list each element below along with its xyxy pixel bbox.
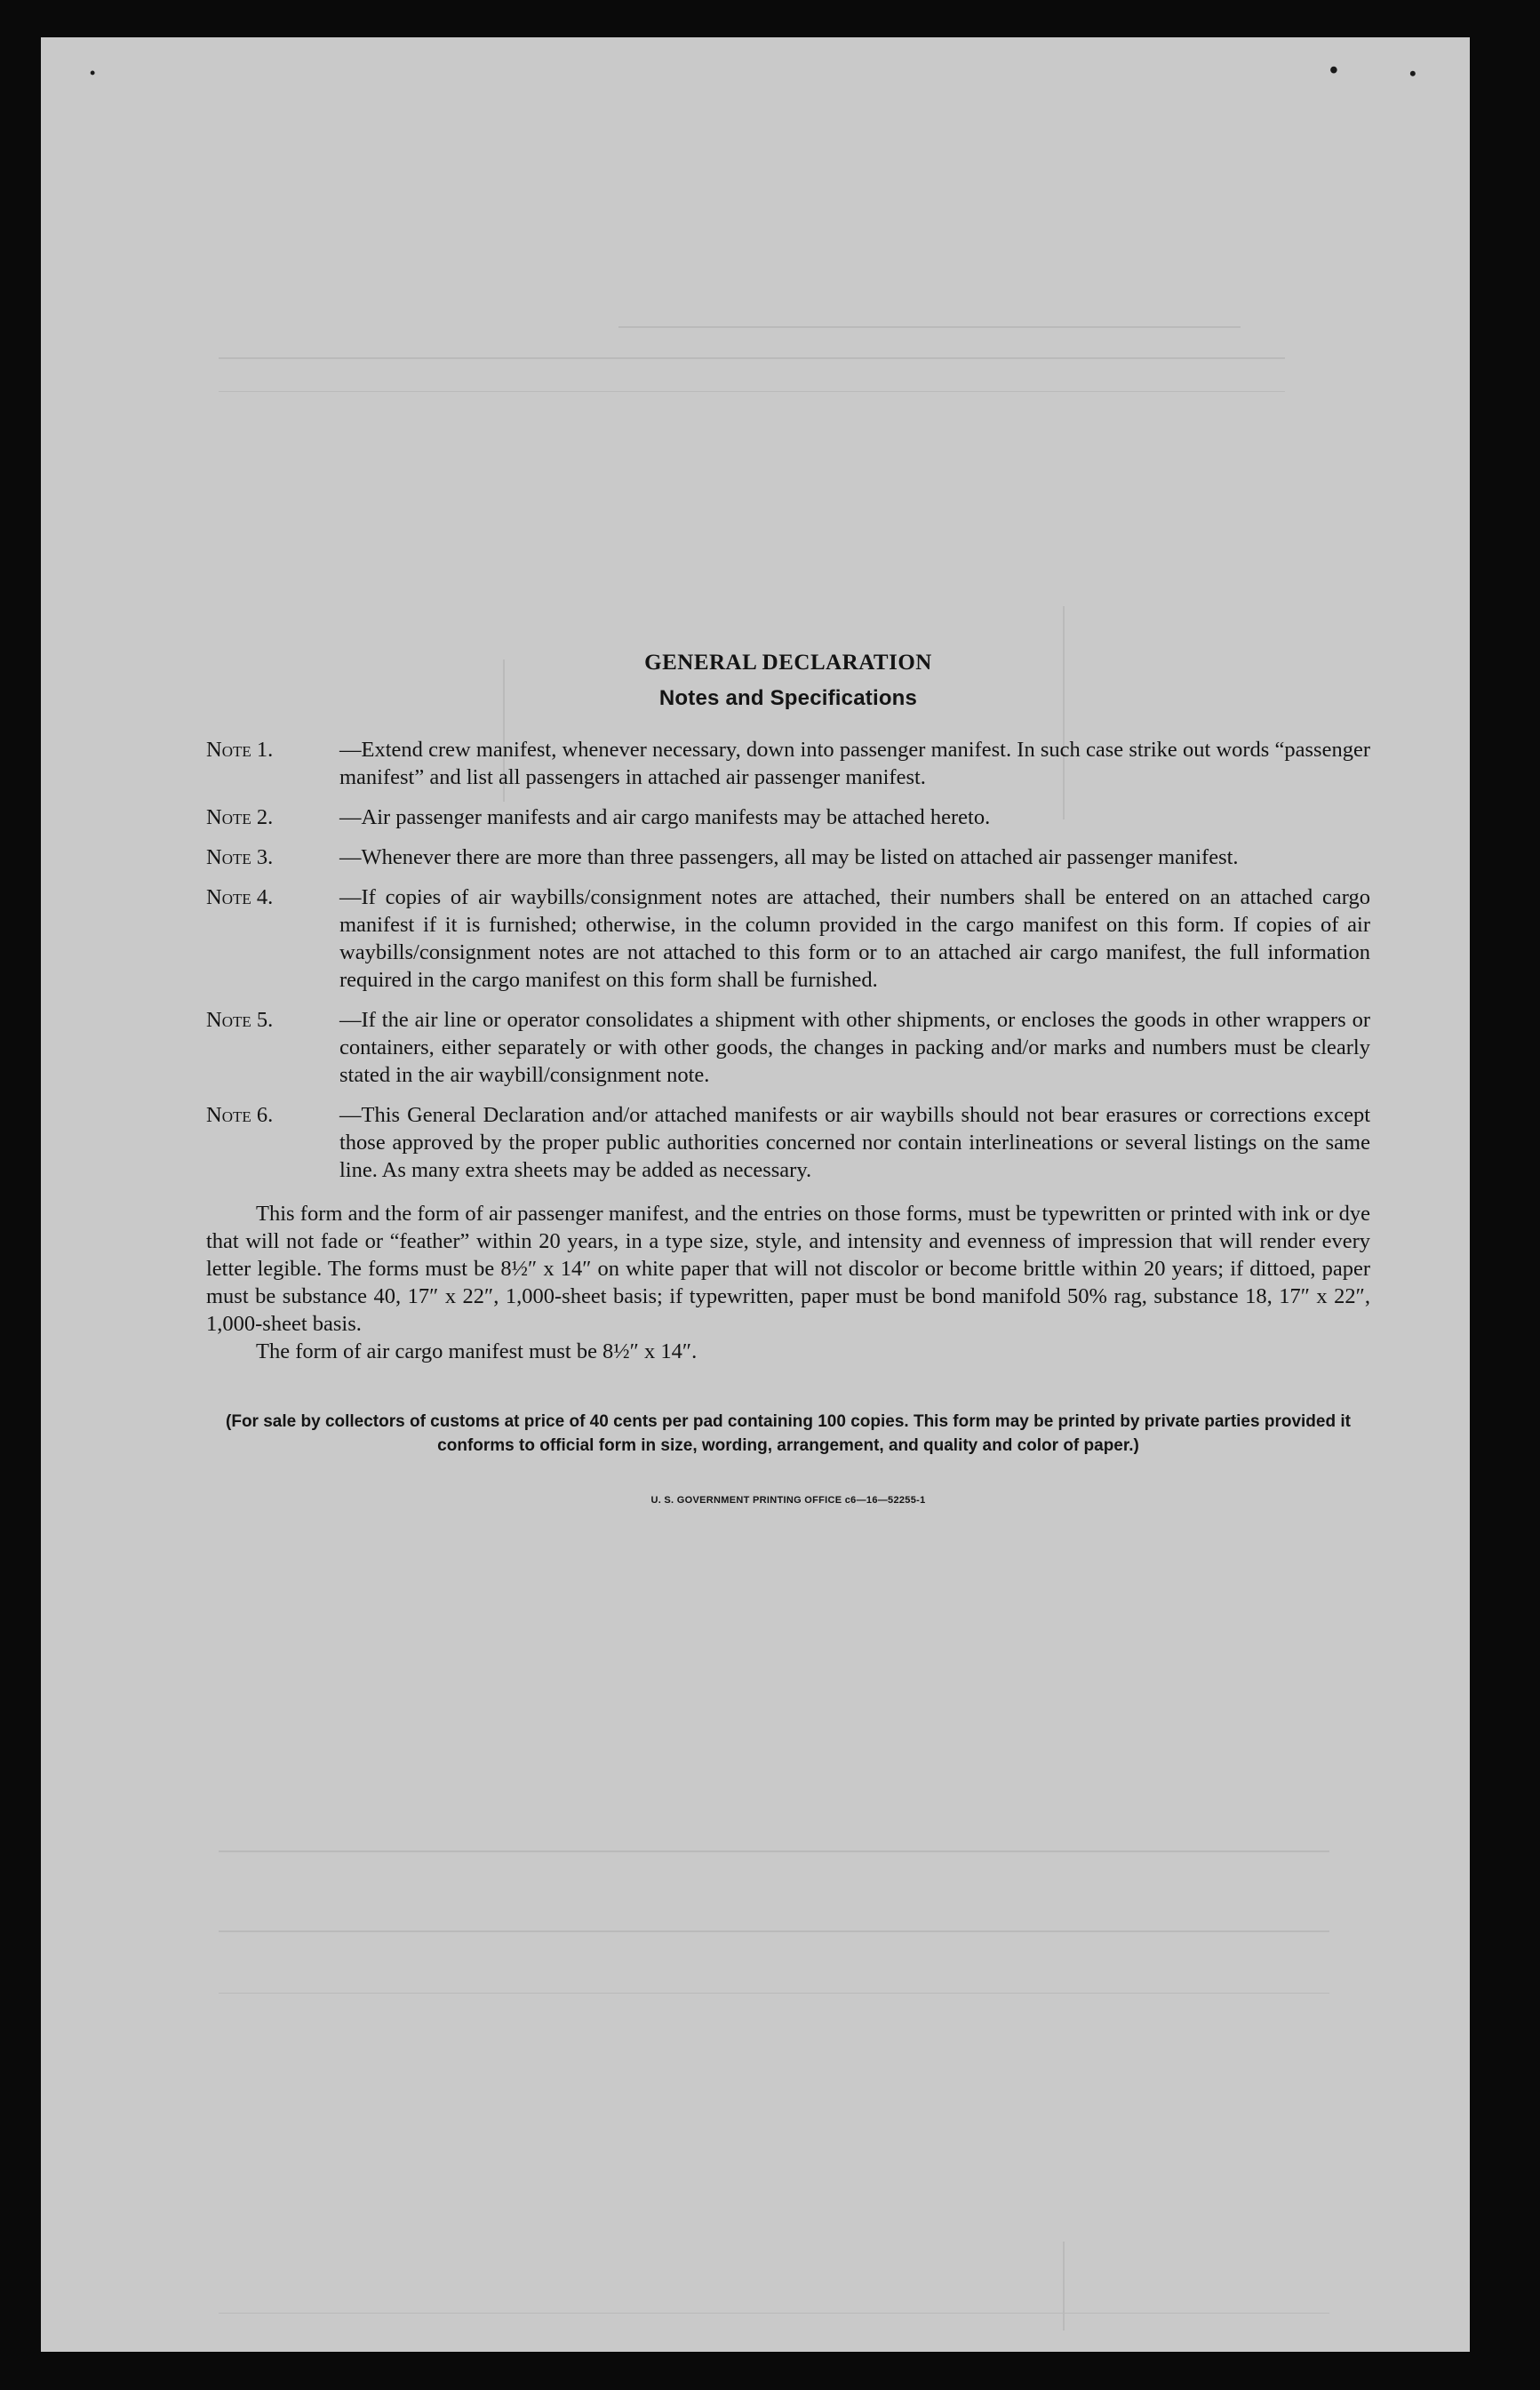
bleed-through-rule bbox=[1063, 2242, 1065, 2330]
note-item bbox=[206, 1101, 1370, 1184]
general-declaration-notes bbox=[206, 651, 1370, 1506]
note-text: — Air passenger manifests and air cargo manifests may be attached hereto. bbox=[339, 803, 1370, 831]
bleed-through-rule bbox=[219, 1850, 1329, 1852]
ink-speck: • bbox=[1409, 62, 1416, 84]
notes-list bbox=[206, 736, 1370, 1184]
sale-notice: (For sale by collectors of customs at price of 40 cents per pad containing 100 copies. This form may be printed by private parties provided it conforms to official form in size, wording, arrangement, and quality and color of paper.) bbox=[226, 1412, 1351, 1455]
document-subtitle: Notes and Specifications bbox=[658, 686, 918, 710]
bleed-through-rule bbox=[219, 1993, 1329, 1994]
bleed-through-rule bbox=[219, 2313, 1329, 2314]
note-label: Note 1. bbox=[206, 738, 274, 762]
note-label: Note 5. bbox=[206, 1008, 274, 1032]
note-text: — Whenever there are more than three passengers, all may be listed on attached air passenger manifest. bbox=[339, 843, 1370, 871]
note-label: Note 3. bbox=[206, 845, 274, 869]
note-item bbox=[206, 883, 1370, 994]
bleed-through-rule bbox=[219, 357, 1285, 359]
note-label: Note 4. bbox=[206, 885, 274, 909]
printer-imprint: U. S. GOVERNMENT PRINTING OFFICE c6—16—52255-1 bbox=[650, 1495, 926, 1506]
ink-speck: • bbox=[1329, 57, 1338, 84]
ink-speck: • bbox=[90, 64, 96, 82]
note-item bbox=[206, 803, 1370, 831]
note-text: — This General Declaration and/or attached manifests or air waybills should not bear erasures or corrections except those approved by the proper public authorities concerned nor contain interlineations or several listings on the same line. As many extra sheets may be added as necessary. bbox=[339, 1101, 1370, 1184]
note-item bbox=[206, 1006, 1370, 1089]
note-text: — If the air line or operator consolidates a shipment with other shipments, or encloses the goods in other wrappers or containers, either separately or with other goods, the changes in packing and/or marks and numbers must be clearly stated in the air waybill/consignment note. bbox=[339, 1006, 1370, 1089]
bleed-through-rule bbox=[618, 326, 1241, 328]
note-label: Note 6. bbox=[206, 1103, 274, 1127]
bleed-through-rule bbox=[219, 1930, 1329, 1932]
cargo-manifest-size-paragraph: The form of air cargo manifest must be 8½″ x 14″. bbox=[256, 1339, 698, 1363]
form-specification-paragraph: This form and the form of air passenger manifest, and the entries on those forms, must be typewritten or printed with ink or dye that will not fade or “feather” within 20 years, in a type size, style, and intensity and evenness of impression that will render every letter legible. The forms must be 8½″ x 14″ on white paper that will not discolor or become brittle within 20 years; if dittoed, paper must be substance 40, 17″ x 22″, 1,000-sheet basis; if typewritten, paper must be bond manifold 50% rag, substance 18, 17″ x 22″, 1,000-sheet basis. bbox=[206, 1202, 1370, 1336]
note-item bbox=[206, 843, 1370, 871]
note-label: Note 2. bbox=[206, 805, 274, 829]
note-item bbox=[206, 736, 1370, 791]
bleed-through-rule bbox=[219, 391, 1285, 392]
document-title: GENERAL DECLARATION bbox=[644, 651, 932, 675]
document-sheet bbox=[41, 37, 1470, 2352]
note-text: — Extend crew manifest, whenever necessary, down into passenger manifest. In such case strike out words “passenger manifest” and list all passengers in attached air passenger manifest. bbox=[339, 736, 1370, 791]
note-text: — If copies of air waybills/consignment notes are attached, their numbers shall be entered on an attached cargo manifest if it is furnished; otherwise, in the column provided in the cargo manifest on this form. If copies of air waybills/consignment notes are not attached to this form or to an attached air cargo manifest, the full information required in the cargo manifest on this form shall be furnished. bbox=[339, 883, 1370, 994]
